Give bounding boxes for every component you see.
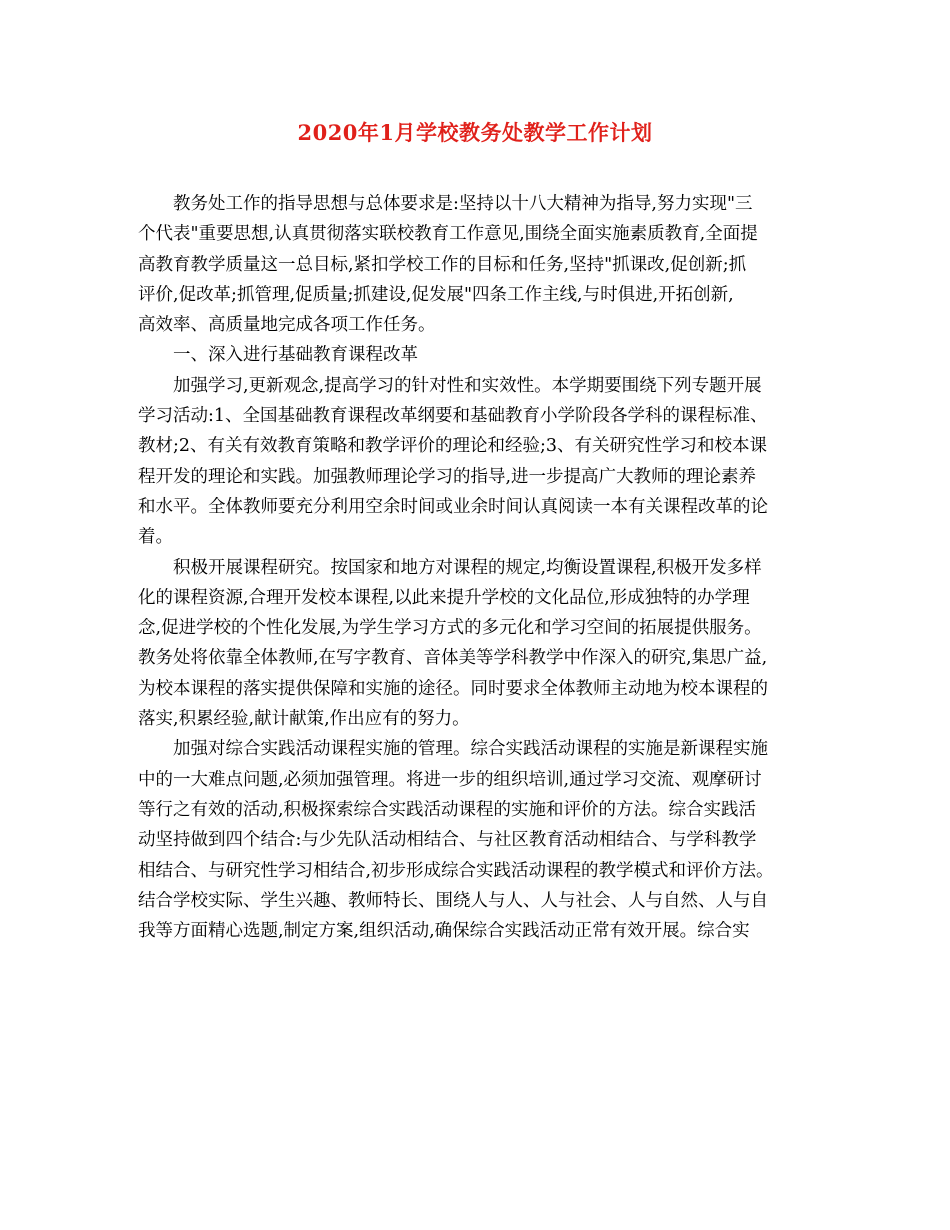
paragraph-line: 动坚持做到四个结合:与少先队活动相结合、与社区教育活动相结合、与学科教学 [138, 830, 757, 851]
paragraph-line: 我等方面精心选题,制定方案,组织活动,确保综合实践活动正常有效开展。综合实 [138, 921, 750, 942]
paragraph-line: 为校本课程的落实提供保障和实施的途径。同时要求全体教师主动地为校本课程的 [138, 678, 768, 699]
paragraph-line: 化的课程资源,合理开发校本课程,以此来提升学校的文化品位,形成独特的办学理 [138, 587, 750, 608]
paragraph-line: 高效率、高质量地完成各项工作任务。 [138, 315, 436, 336]
document-title: 2020年1月学校教务处教学工作计划 [297, 120, 653, 145]
paragraph-line: 中的一大难点问题,必须加强管理。将进一步的组织培训,通过学习交流、观摩研讨 [138, 769, 762, 790]
paragraph-line: 落实,积累经验,献计献策,作出应有的努力。 [138, 709, 470, 730]
paragraph-line: 结合学校实际、学生兴趣、教师特长、围绕人与人、人与社会、人与自然、人与自 [138, 890, 768, 911]
paragraph-first-line: 积极开展课程研究。按国家和地方对课程的规定,均衡设置课程,积极开发多样 [173, 557, 762, 578]
paragraph-line: 教材;2、有关有效教育策略和教学评价的理论和经验;3、有关研究性学习和校本课 [138, 436, 768, 457]
paragraph-line: 教务处将依靠全体教师,在写字教育、音体美等学科教学中作深入的研究,集思广益, [138, 648, 768, 669]
paragraph-line: 相结合、与研究性学习相结合,初步形成综合实践活动课程的教学模式和评价方法。 [138, 860, 774, 881]
paragraph-line: 学习活动:1、全国基础教育课程改革纲要和基础教育小学阶段各学科的课程标准、 [138, 406, 768, 427]
paragraph-line: 等行之有效的活动,积极探索综合实践活动课程的实施和评价的方法。综合实践活 [138, 799, 757, 820]
paragraph-first-line: 加强学习,更新观念,提高学习的针对性和实效性。本学期要围绕下列专题开展 [173, 375, 762, 396]
paragraph-line: 着。 [138, 527, 173, 548]
paragraph-line: 评价,促改革;抓管理,促质量;抓建设,促发展"四条工作主线,与时俱进,开拓创新, [138, 284, 734, 305]
paragraph-first-line: 教务处工作的指导思想与总体要求是:坚持以十八大精神为指导,努力实现"三 [173, 194, 753, 214]
paragraph-line: 程开发的理论和实践。加强教师理论学习的指导,进一步提高广大教师的理论素养 [138, 466, 757, 487]
paragraph-line: 高教育教学质量这一总目标,紧扣学校工作的目标和任务,坚持"抓课改,促创新;抓 [138, 254, 747, 275]
paragraph-line: 个代表"重要思想,认真贯彻落实联校教育工作意见,围绕全面实施素质教育,全面提 [138, 224, 758, 245]
paragraph-line: 和水平。全体教师要充分利用空余时间或业余时间认真阅读一本有关课程改革的论 [138, 496, 768, 517]
paragraph-line: 念,促进学校的个性化发展,为学生学习方式的多元化和学习空间的拓展提供服务。 [138, 618, 762, 639]
paragraph-first-line: 加强对综合实践活动课程实施的管理。综合实践活动课程的实施是新课程实施 [173, 739, 768, 760]
paragraph-first-line: 一、深入进行基础教育课程改革 [173, 345, 418, 366]
document-body [138, 189, 824, 946]
